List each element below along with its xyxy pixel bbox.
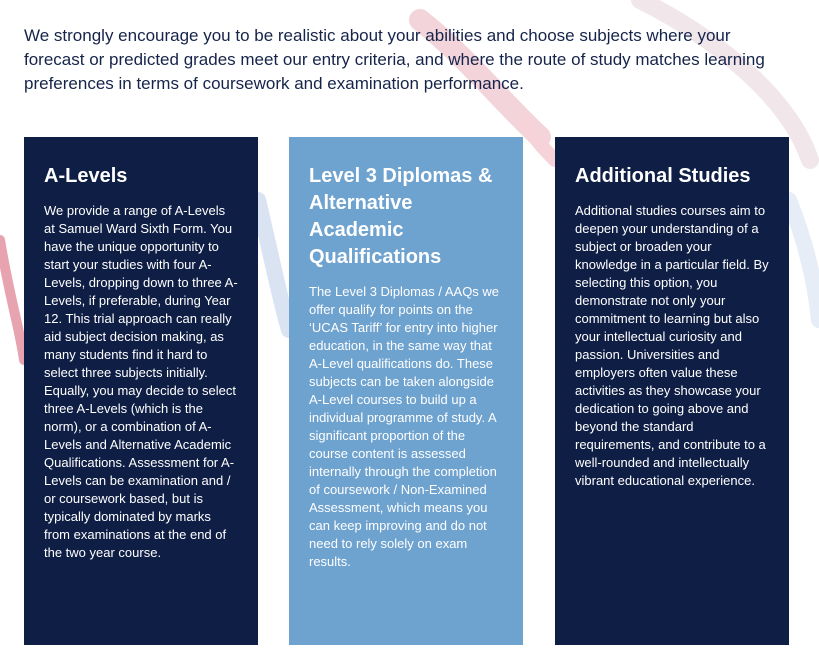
card-additional-studies-body: Additional studies courses aim to deepen your understanding of a subject or broaden your knowledge in a particular field. By selecting this option, you demonstrate not only your commitment to learning but also your intellectual curiosity and passion. Universities and employers often value these activities as they showcase your dedication to going above and beyond the standard requirements, and contribute to a well-rounded and intellectually vibrant educational experience. xyxy=(575,203,769,488)
card-additional-studies xyxy=(555,137,789,645)
card-a-levels xyxy=(24,137,258,645)
card-a-levels-title: A-Levels xyxy=(44,165,128,187)
card-additional-studies-title: Additional Studies xyxy=(575,165,751,187)
card-level3-diplomas xyxy=(289,137,523,645)
intro-paragraph: We strongly encourage you to be realistic about your abilities and choose subjects where your forecast or predicted grades meet our entry criteria, and where the route of study matches learning preferences in terms of coursework and examination performance. xyxy=(24,26,765,93)
card-level3-diplomas-title: Level 3 Diplomas & Alternative Academic Qualifications xyxy=(309,165,493,268)
card-a-levels-body: We provide a range of A-Levels at Samuel Ward Sixth Form. You have the unique opportunity to start your studies with four A-Levels, dropping down to three A-Levels, if preferable, during Year 12. This trial approach can really aid subject decision making, as many students find it hard to select three subjects initially. Equally, you may decide to select three A-Levels (which is the norm), or a combination of A-Levels and Alternative Academic Qualifications. Assessment for A-Levels can be examination and / or coursework based, but is typically dominated by marks from examinations at the end of the two year course. xyxy=(44,203,238,560)
card-level3-diplomas-body: The Level 3 Diplomas / AAQs we offer qualify for points on the ‘UCAS Tariff’ for entry into higher education, in the same way that A-Level qualifications do. These subjects can be taken alongside A-Level courses to build up a individual programme of study. A significant proportion of the course content is assessed internally through the completion of coursework / Non-Examined Assessment, which means you can keep improving and do not need to rely solely on exam results. xyxy=(309,284,500,569)
